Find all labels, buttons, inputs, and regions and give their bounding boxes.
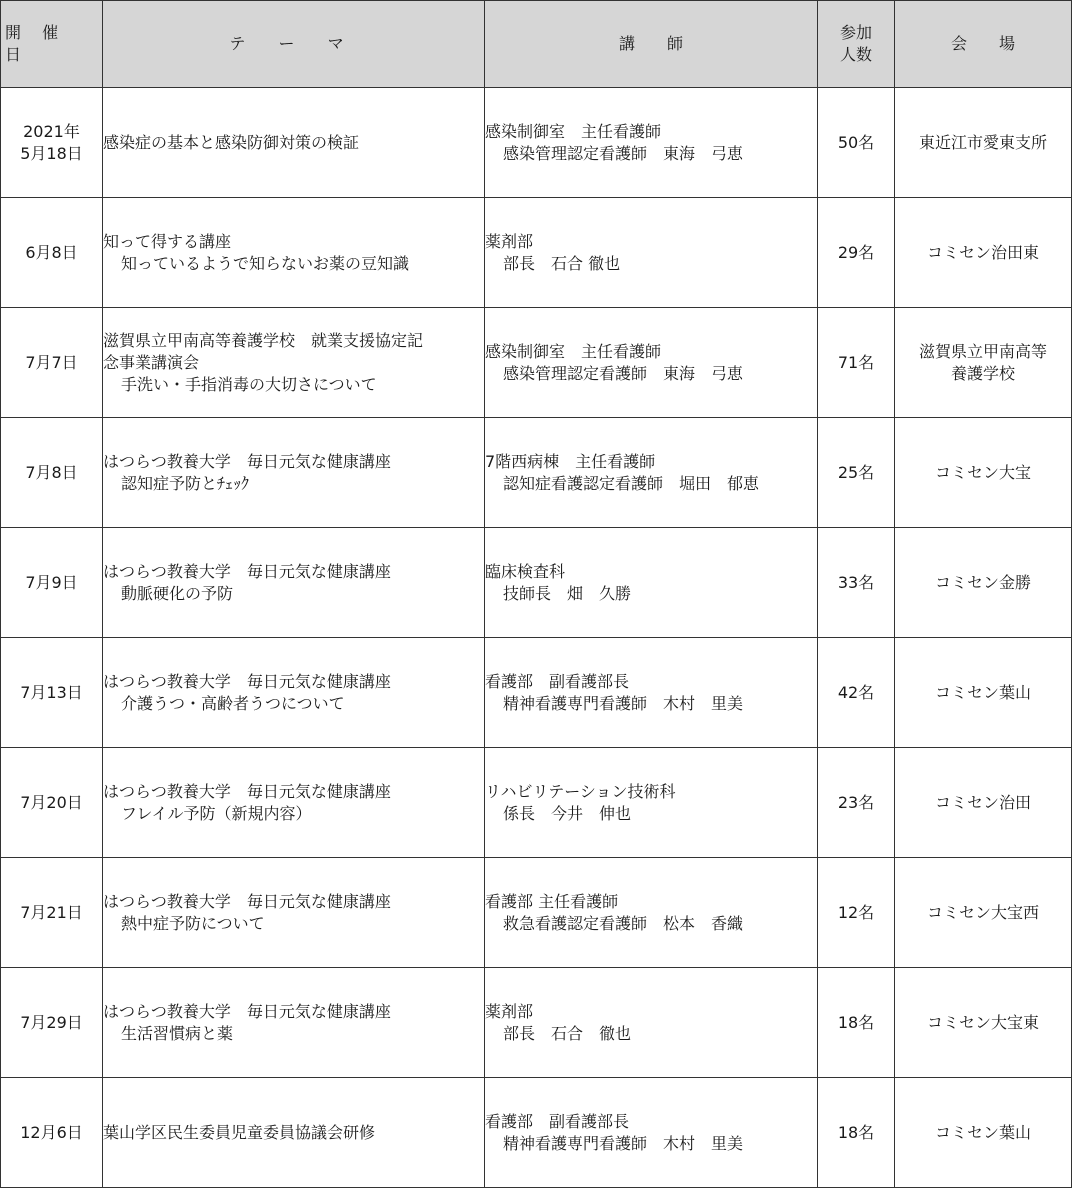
theme-line2: フレイル予防（新規内容） xyxy=(121,803,312,823)
participants-count: 12名 xyxy=(837,902,875,922)
date-cell xyxy=(1,528,103,638)
participants-count: 33名 xyxy=(837,572,875,592)
theme-line2: 介護うつ・高齢者うつについて xyxy=(121,693,345,713)
lecturer-line1: 看護部 主任看護師 xyxy=(485,891,619,911)
date-cell xyxy=(1,88,103,198)
lecturer-cell xyxy=(485,418,818,528)
table-row xyxy=(1,198,1072,308)
venue-line1: コミセン大宝 xyxy=(934,462,1031,482)
lecturer-cell xyxy=(485,968,818,1078)
theme-line3: 手洗い・手指消毒の大切さについて xyxy=(121,374,377,394)
venue-cell xyxy=(895,418,1072,528)
theme-cell xyxy=(103,198,485,308)
header-lecturer: 講 師 xyxy=(485,1,818,88)
date-cell xyxy=(1,968,103,1078)
table-row xyxy=(1,418,1072,528)
table-row xyxy=(1,638,1072,748)
theme-line1: はつらつ教養大学 毎日元気な健康講座 xyxy=(103,1001,391,1021)
lecturer-line2: 感染管理認定看護師 東海 弓恵 xyxy=(503,363,744,383)
lecturer-line1: 看護部 副看護部長 xyxy=(485,1111,630,1131)
theme-line1: 滋賀県立甲南高等養護学校 就業支援協定記 xyxy=(103,330,424,350)
date-cell xyxy=(1,198,103,308)
theme-line1: はつらつ教養大学 毎日元気な健康講座 xyxy=(103,451,391,471)
header-participants xyxy=(818,1,895,88)
lecturer-line1: 感染制御室 主任看護師 xyxy=(485,341,662,361)
lecturer-line1: 薬剤部 xyxy=(485,1001,534,1021)
table-header-row xyxy=(1,1,1072,88)
theme-line2: 念事業講演会 xyxy=(103,352,200,372)
venue-cell xyxy=(895,748,1072,858)
theme-line1: はつらつ教養大学 毎日元気な健康講座 xyxy=(103,561,391,581)
lecturer-line2: 感染管理認定看護師 東海 弓恵 xyxy=(503,143,744,163)
header-date: 開 催 日 xyxy=(1,1,103,88)
lecturer-cell xyxy=(485,528,818,638)
venue-cell xyxy=(895,528,1072,638)
participants-cell xyxy=(818,418,895,528)
venue-cell xyxy=(895,198,1072,308)
lecturer-cell xyxy=(485,198,818,308)
table-row xyxy=(1,968,1072,1078)
date-line1: 7月9日 xyxy=(25,572,78,592)
theme-cell xyxy=(103,308,485,418)
date-cell xyxy=(1,1078,103,1188)
participants-count: 29名 xyxy=(837,242,875,262)
lecturer-cell xyxy=(485,638,818,748)
lecturer-line2: 救急看護認定看護師 松本 香織 xyxy=(503,913,744,933)
theme-cell xyxy=(103,88,485,198)
theme-cell xyxy=(103,968,485,1078)
lecturer-line1: 感染制御室 主任看護師 xyxy=(485,121,662,141)
participants-count: 50名 xyxy=(837,132,875,152)
theme-line2: 認知症予防とﾁｪｯｸ xyxy=(121,473,250,493)
participants-cell xyxy=(818,88,895,198)
header-participants-line2: 人数 xyxy=(839,45,872,64)
theme-cell xyxy=(103,638,485,748)
date-line1: 12月6日 xyxy=(20,1122,83,1142)
venue-line1: コミセン治田東 xyxy=(926,242,1039,262)
theme-line2: 熱中症予防について xyxy=(121,913,265,933)
venue-line1: コミセン大宝東 xyxy=(926,1012,1039,1032)
theme-line1: 葉山学区民生委員児童委員協議会研修 xyxy=(103,1122,376,1142)
lecturer-line2: 精神看護専門看護師 木村 里美 xyxy=(503,693,744,713)
lecturer-line1: 薬剤部 xyxy=(485,231,534,251)
table-row xyxy=(1,528,1072,638)
date-cell xyxy=(1,308,103,418)
venue-line1: 東近江市愛東支所 xyxy=(918,132,1047,152)
participants-cell xyxy=(818,638,895,748)
date-cell xyxy=(1,418,103,528)
lecturer-line2: 係長 今井 伸也 xyxy=(503,803,632,823)
participants-cell xyxy=(818,968,895,1078)
theme-cell xyxy=(103,1078,485,1188)
participants-cell xyxy=(818,198,895,308)
date-line1: 7月7日 xyxy=(25,352,78,372)
header-theme: テ ー マ xyxy=(103,1,485,88)
participants-count: 18名 xyxy=(837,1122,875,1142)
lecturer-cell xyxy=(485,748,818,858)
lecturer-cell xyxy=(485,308,818,418)
date-line1: 7月29日 xyxy=(20,1012,83,1032)
venue-cell xyxy=(895,308,1072,418)
theme-line2: 生活習慣病と薬 xyxy=(121,1023,234,1043)
participants-cell xyxy=(818,308,895,418)
date-line1: 7月13日 xyxy=(20,682,83,702)
table-row xyxy=(1,748,1072,858)
header-participants-line1: 参加 xyxy=(839,23,872,42)
date-cell xyxy=(1,638,103,748)
participants-cell xyxy=(818,1078,895,1188)
theme-line1: はつらつ教養大学 毎日元気な健康講座 xyxy=(103,671,391,691)
venue-cell xyxy=(895,638,1072,748)
participants-count: 18名 xyxy=(837,1012,875,1032)
venue-cell xyxy=(895,858,1072,968)
participants-count: 23名 xyxy=(837,792,875,812)
theme-line1: はつらつ教養大学 毎日元気な健康講座 xyxy=(103,891,391,911)
table-row xyxy=(1,88,1072,198)
participants-cell xyxy=(818,528,895,638)
table-row xyxy=(1,1078,1072,1188)
theme-cell xyxy=(103,858,485,968)
header-venue: 会 場 xyxy=(895,1,1072,88)
table-row xyxy=(1,308,1072,418)
lecturer-cell xyxy=(485,88,818,198)
theme-cell xyxy=(103,748,485,858)
venue-line1: コミセン葉山 xyxy=(934,1122,1031,1142)
participants-cell xyxy=(818,748,895,858)
theme-line1: はつらつ教養大学 毎日元気な健康講座 xyxy=(103,781,391,801)
participants-count: 25名 xyxy=(837,462,875,482)
venue-cell xyxy=(895,1078,1072,1188)
venue-line1: コミセン金勝 xyxy=(934,572,1031,592)
venue-cell xyxy=(895,968,1072,1078)
venue-line2: 養護学校 xyxy=(950,363,1015,383)
theme-line1: 感染症の基本と感染防御対策の検証 xyxy=(103,132,360,152)
theme-cell xyxy=(103,418,485,528)
date-line1: 6月8日 xyxy=(25,242,78,262)
date-line2: 5月18日 xyxy=(20,143,83,163)
date-line1: 7月8日 xyxy=(25,462,78,482)
table-row xyxy=(1,858,1072,968)
date-cell xyxy=(1,858,103,968)
date-line1: 7月20日 xyxy=(20,792,83,812)
lecturer-line1: 臨床検査科 xyxy=(485,561,566,581)
lecturer-line1: 看護部 副看護部長 xyxy=(485,671,630,691)
venue-line1: コミセン葉山 xyxy=(934,682,1031,702)
participants-cell xyxy=(818,858,895,968)
venue-line1: コミセン治田 xyxy=(934,792,1031,812)
participants-count: 71名 xyxy=(837,352,875,372)
theme-line2: 動脈硬化の予防 xyxy=(121,583,234,603)
lecturer-line2: 部長 石合 徹也 xyxy=(503,1023,632,1043)
lecturer-cell xyxy=(485,1078,818,1188)
theme-line1: 知って得する講座 xyxy=(103,231,232,251)
date-line1: 7月21日 xyxy=(20,902,83,922)
theme-line2: 知っているようで知らないお薬の豆知識 xyxy=(121,253,410,273)
lecturer-line2: 技師長 畑 久勝 xyxy=(503,583,632,603)
lecturer-line1: リハビリテーション技術科 xyxy=(485,781,676,801)
date-line1: 2021年 xyxy=(23,121,80,141)
lecturer-cell xyxy=(485,858,818,968)
lecturer-line1: 7階西病棟 主任看護師 xyxy=(485,451,656,471)
lecturer-line2: 認知症看護認定看護師 堀田 郁恵 xyxy=(503,473,760,493)
venue-line1: 滋賀県立甲南高等 xyxy=(918,341,1047,361)
lecturer-line2: 精神看護専門看護師 木村 里美 xyxy=(503,1133,744,1153)
theme-cell xyxy=(103,528,485,638)
venue-cell xyxy=(895,88,1072,198)
date-cell xyxy=(1,748,103,858)
participants-count: 42名 xyxy=(837,682,875,702)
lecturer-line2: 部長 石合 徹也 xyxy=(503,253,621,273)
venue-line1: コミセン大宝西 xyxy=(926,902,1039,922)
